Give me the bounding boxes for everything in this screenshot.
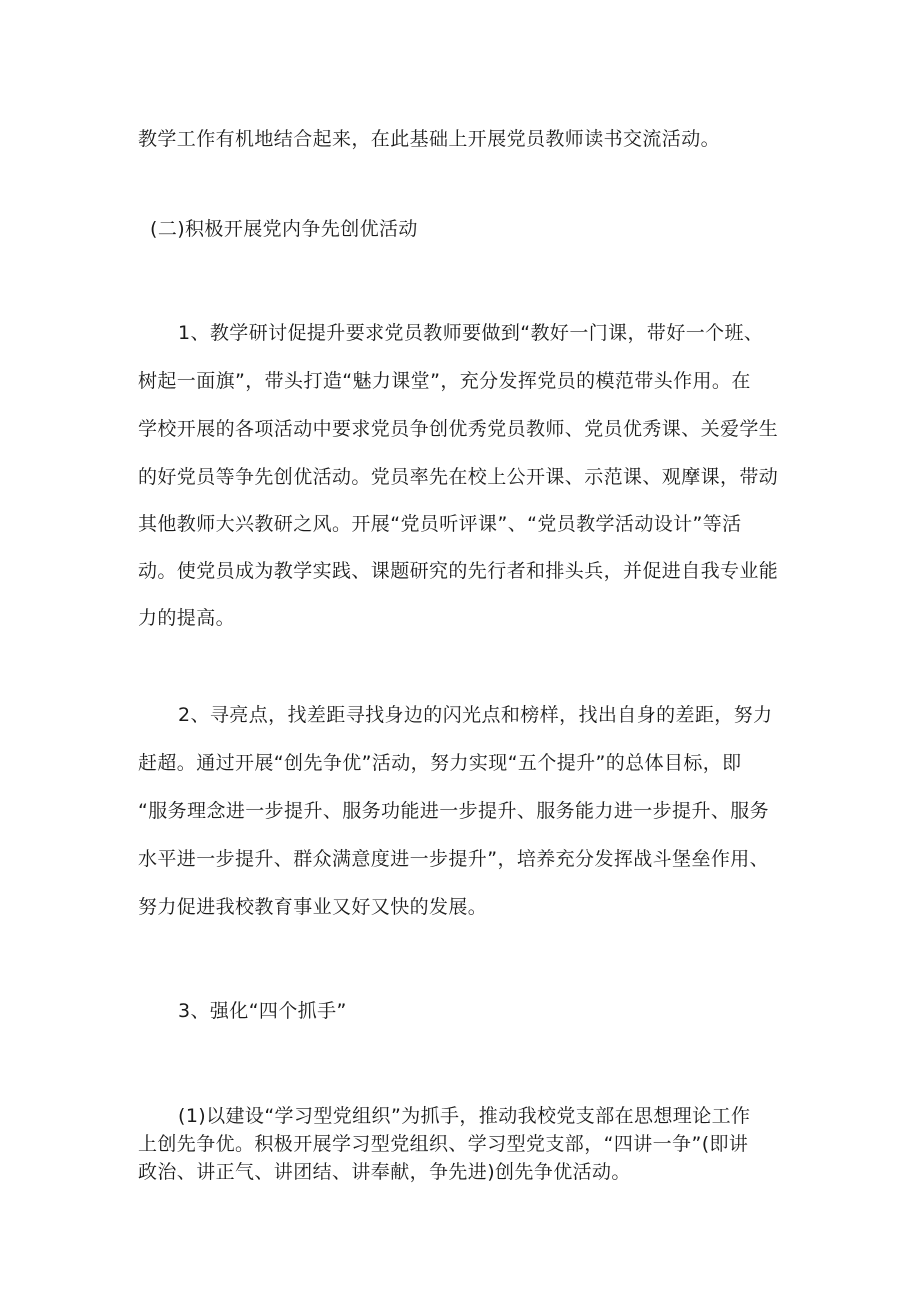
paragraph-line: “服务理念进一步提升、服务功能进一步提升、服务能力进一步提升、服务 (138, 800, 770, 822)
paragraph-line: 其他教师大兴教研之风。开展“党员听评课”、“党员教学活动设计”等活 (138, 513, 742, 535)
paragraph-line: 的好党员等争先创优活动。党员率先在校上公开课、示范课、观摩课，带动 (138, 466, 779, 488)
paragraph-line: 上创先争优。积极开展学习型党组织、学习型党支部，“四讲一争”(即讲 (138, 1133, 749, 1155)
paragraph-line: 2、寻亮点，找差距寻找身边的闪光点和榜样，找出自身的差距，努力 (178, 704, 773, 726)
paragraph-line: 1、教学研讨促提升要求党员教师要做到“教好一门课，带好一个班、 (178, 322, 764, 344)
continuation-line: 教学工作有机地结合起来，在此基础上开展党员教师读书交流活动。 (138, 128, 721, 150)
sub-heading: 3、强化“四个抓手” (178, 1000, 347, 1022)
paragraph-line: 努力促进我校教育事业又好又快的发展。 (138, 896, 488, 918)
paragraph-line: 政治、讲正气、讲团结、讲奉献，争先进)创先争优活动。 (138, 1161, 631, 1183)
paragraph-line: 水平进一步提升、群众满意度进一步提升”，培养充分发挥战斗堡垒作用、 (138, 848, 770, 870)
paragraph-line: 力的提高。 (138, 607, 236, 629)
paragraph-line: 树起一面旗”，带头打造“魅力课堂”，充分发挥党员的模范带头作用。在 (138, 370, 751, 392)
paragraph-line: (1)以建设“学习型党组织”为抓手，推动我校党支部在思想理论工作 (178, 1105, 751, 1127)
paragraph-line: 赶超。通过开展“创先争优”活动，努力实现“五个提升”的总体目标，即 (138, 752, 742, 774)
paragraph-line: 动。使党员成为教学实践、课题研究的先行者和排头兵，并促进自我专业能 (138, 560, 779, 582)
section-heading: (二)积极开展党内争先创优活动 (150, 218, 418, 240)
paragraph-line: 学校开展的各项活动中要求党员争创优秀党员教师、党员优秀课、关爱学生 (138, 418, 779, 440)
